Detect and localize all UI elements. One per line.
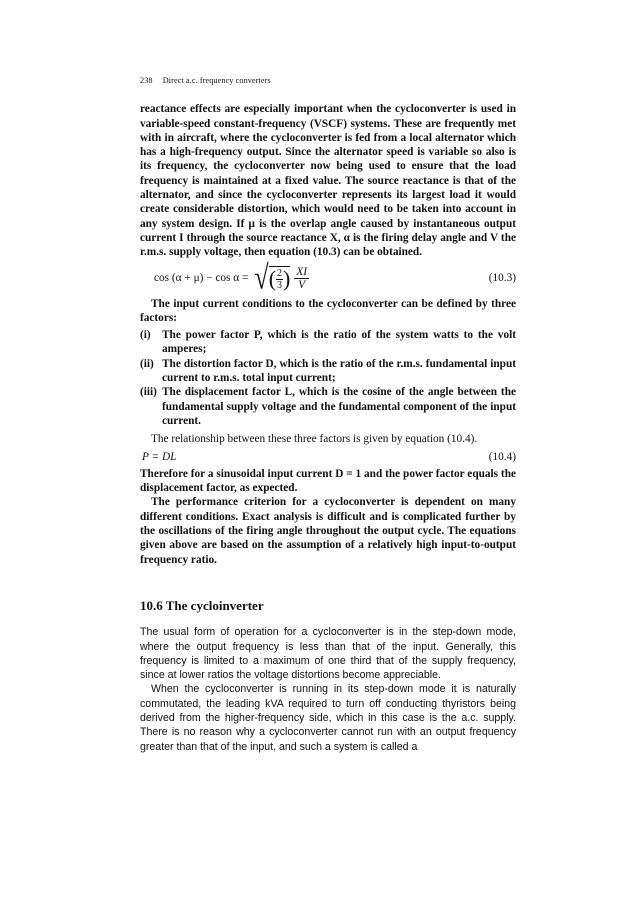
list-item-label: (i)	[140, 329, 151, 342]
paragraph-performance: The performance criterion for a cycloconverter is dependent on many different conditions. Exact analysis is difficult and is complicated further by the oscillations of the firing angle throughout the output cycle. The equations given above are based on the assumption of a relatively high input-to-output frequency ratio.	[140, 496, 516, 566]
equation-10-3-lhs: cos (α + μ) − cos α =	[154, 271, 249, 284]
sqrt-sign-icon: √	[254, 258, 269, 297]
list-item-label: (iii)	[140, 386, 157, 399]
book-page	[140, 74, 516, 754]
running-header	[140, 74, 516, 88]
list-item-label: (ii)	[140, 357, 154, 370]
list-item	[140, 385, 516, 428]
equation-10-4	[140, 450, 516, 464]
paragraph-sinusoidal: Therefore for a sinusoidal input current D = 1 and the power factor equals the displacement factor, as expected.	[140, 467, 516, 495]
sqrt-numerator: 2	[277, 267, 283, 279]
section-title: The cycloinverter	[165, 597, 264, 613]
factor-list	[140, 328, 516, 428]
paragraph-reactance-effects: reactance effects are especially important when the cycloconverter is used in variable-speed constant-frequency (VSCF) systems. These are frequently met with in aircraft, where the cycloconverter is fed from a local alternator which has a high-frequency output. Since the alternator speed is variable so also is its frequency, the cycloconverter now being used to ensure that the load frequency is maintained at a fixed value. The source reactance is that of the alternator, and since the cycloconverter represents its largest load it would create considerable distortion, which would need to be taken into account in any system design. If μ is the overlap angle caused by instantaneous output current I through the source reactance X, α is the firing delay angle and V the r.m.s. supply voltage, then equation (10.3) can be obtained.	[140, 103, 516, 259]
list-item	[140, 357, 516, 386]
paragraph-input-current: The input current conditions to the cycloconverter can be defined by three factors:	[140, 297, 516, 324]
xi-over-v-fraction	[294, 266, 309, 291]
running-title: Direct a.c. frequency converters	[162, 76, 271, 85]
list-item-text: The distortion factor D, which is the ratio of the r.m.s. fundamental input current to r.m.s. total input current;	[162, 357, 516, 385]
list-item-text: The displacement factor L, which is the cosine of the angle between the fundamental supply voltage and the fundamental component of the input current.	[162, 386, 516, 427]
section-number: 10.6	[140, 597, 163, 613]
paragraph-step-down: When the cycloconverter is running in its step-down mode it is naturally commutated, the leading kVA required to turn off conducting thyristors being derived from the higher-frequency side, which in this case is the a.c. supply. There is no reason why a cycloconverter cannot run with an output frequency greater than that of the input, and such a system is called a	[140, 683, 516, 753]
section-heading	[140, 599, 516, 613]
paragraph-relationship: The relationship between these three factors is given by equation (10.4).	[151, 433, 478, 446]
equation-10-4-expression: P = DL	[142, 450, 177, 463]
equation-10-3-body	[154, 258, 309, 297]
equation-number-10-4: (10.4)	[488, 450, 516, 463]
sqrt-expression	[254, 258, 291, 297]
equation-10-3	[140, 258, 516, 297]
sqrt-denominator: 3	[277, 279, 283, 291]
sqrt-fraction	[276, 268, 283, 291]
sqrt-body: ( $\frac{2}{3}$ )	[268, 266, 291, 292]
list-item-text: The power factor P, which is the ratio of the system watts to the volt amperes;	[162, 329, 516, 356]
fraction-numerator: XI	[296, 265, 308, 278]
page-number: 238	[140, 76, 153, 85]
fraction-denominator: V	[298, 278, 306, 291]
list-item	[140, 328, 516, 357]
paragraph-usual-form: The usual form of operation for a cycloconverter is in the step-down mode, where the output frequency is less than that of the input. Generally, this frequency is limited to a maximum of one third that of the supply frequency, since at lower ratios the voltage distortions become appreciable.	[140, 626, 516, 682]
equation-number-10-3: (10.3)	[488, 271, 516, 284]
